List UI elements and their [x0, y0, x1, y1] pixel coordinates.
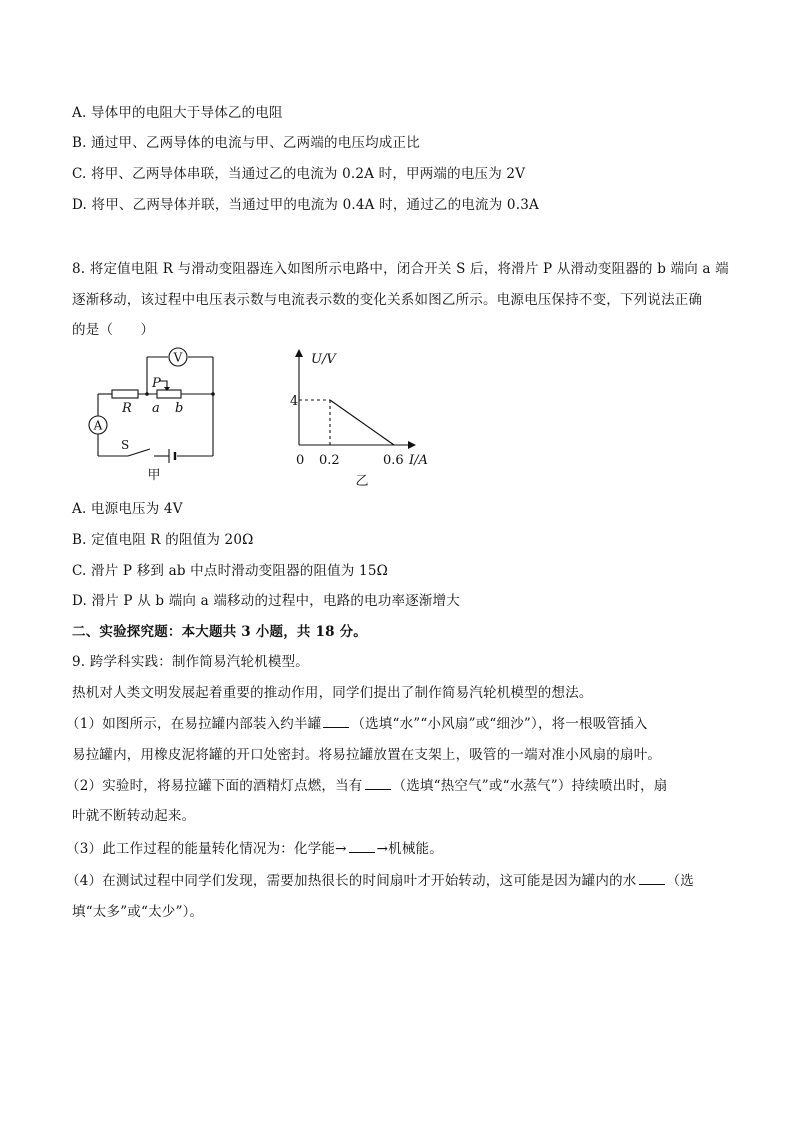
graph-y-tick: 4 [290, 394, 299, 409]
q9-intro: 热机对人类文明发展起着重要的推动作用，同学们提出了制作简易汽轮机模型的想法。 [72, 685, 593, 701]
q8-option-b: B. 定值电阻 R 的阻值为 20Ω [72, 532, 254, 548]
q8-stem-line2: 逐渐移动，该过程中电压表示数与电流表示数的变化关系如图乙所示。电源电压保持不变，下列说法正确 [72, 292, 703, 308]
voltmeter-label: V [173, 350, 183, 365]
q9-part2-text-b: （选填“热空气”或“水蒸气”）持续喷出时，扇 [392, 778, 668, 794]
graph-ylabel: U/V [311, 352, 336, 367]
circuit-caption: 甲 [147, 468, 161, 483]
q9-part4-text-a: （4）在测试过程中同学们发现，需要加热很长的时间扇叶才开始转动，这可能是因为罐内的水 [66, 873, 637, 889]
q9-part3-line [66, 840, 443, 858]
answer-blank-4[interactable] [639, 872, 665, 885]
ammeter-label: A [93, 418, 103, 433]
q8-stem-line1: 8. 将定值电阻 R 与滑动变阻器连入如图所示电路中，闭合开关 S 后，将滑片 P 从滑动变阻器的 b 端向 a 端 [72, 261, 729, 277]
q9-part1-line2: 易拉罐内，用橡皮泥将罐的开口处密封。将易拉罐放置在支架上，吸管的一端对准小风扇的扇叶。 [72, 747, 662, 763]
q9-part2-text-a: （2）实验时，将易拉罐下面的酒精灯点燃，当有 [66, 778, 363, 794]
q9-part4-text-b: （选 [666, 873, 694, 889]
q8-option-d: D. 滑片 P 从 b 端向 a 端移动的过程中，电路的电功率逐渐增大 [72, 593, 460, 609]
answer-blank-3[interactable] [349, 840, 375, 853]
resistor-r [112, 390, 138, 398]
graph-x-tick-1: 0.2 [319, 453, 340, 468]
q9-part3-text-a: （3）此工作过程的能量转化情况为：化学能→ [66, 841, 347, 857]
section-heading-text: 二、实验探究题：本大题共 3 小题，共 18 分。 [72, 624, 367, 640]
label-a: a [152, 401, 160, 416]
label-p: P [152, 376, 161, 391]
q7-option-a: A. 导体甲的电阻大于导体乙的电阻 [72, 105, 283, 121]
answer-blank-1[interactable] [323, 715, 349, 728]
q9-part4-line2: 填“太多”或“太少”）。 [72, 904, 204, 920]
q9-part1-text-b: （选填“水”“小风扇”或“细沙”），将一根吸管插入 [351, 716, 648, 732]
rheostat [157, 390, 181, 398]
label-s: S [121, 438, 130, 452]
graph-caption: 乙 [355, 474, 369, 489]
q7-option-c: C. 将甲、乙两导体串联，当通过乙的电流为 0.2A 时，甲两端的电压为 2V [72, 166, 526, 182]
answer-blank-2[interactable] [365, 777, 391, 790]
graph-origin: 0 [296, 453, 305, 468]
q7-option-d: D. 将甲、乙两导体并联，当通过甲的电流为 0.4A 时，通过乙的电流为 0.3A [72, 197, 539, 213]
graph-x-tick-2: 0.6 [383, 453, 404, 468]
q9-title: 9. 跨学科实践：制作简易汽轮机模型。 [72, 654, 309, 670]
q9-part2-line1 [66, 777, 668, 795]
section-heading [72, 623, 367, 641]
label-r: R [122, 401, 132, 416]
circuit-diagram [84, 345, 234, 485]
q9-part2-line2: 叶就不断转动起来。 [72, 808, 196, 824]
q9-part4-line1 [66, 872, 694, 890]
q8-option-c: C. 滑片 P 移到 ab 中点时滑动变阻器的阻值为 15Ω [72, 563, 389, 579]
q9-part1-text-a: （1）如图所示，在易拉罐内部装入约半罐 [66, 716, 322, 732]
graph-line [330, 400, 394, 445]
q8-option-a: A. 电源电压为 4V [72, 501, 183, 517]
q8-stem-line3: 的是（ ） [72, 322, 155, 338]
label-b: b [175, 401, 184, 416]
q9-part3-text-b: →机械能。 [376, 841, 443, 857]
ui-graph [282, 345, 442, 495]
q9-part1-line1 [66, 715, 648, 733]
q7-option-b: B. 通过甲、乙两导体的电流与甲、乙两端的电压均成正比 [72, 135, 420, 151]
graph-xlabel: I/A [409, 453, 428, 468]
